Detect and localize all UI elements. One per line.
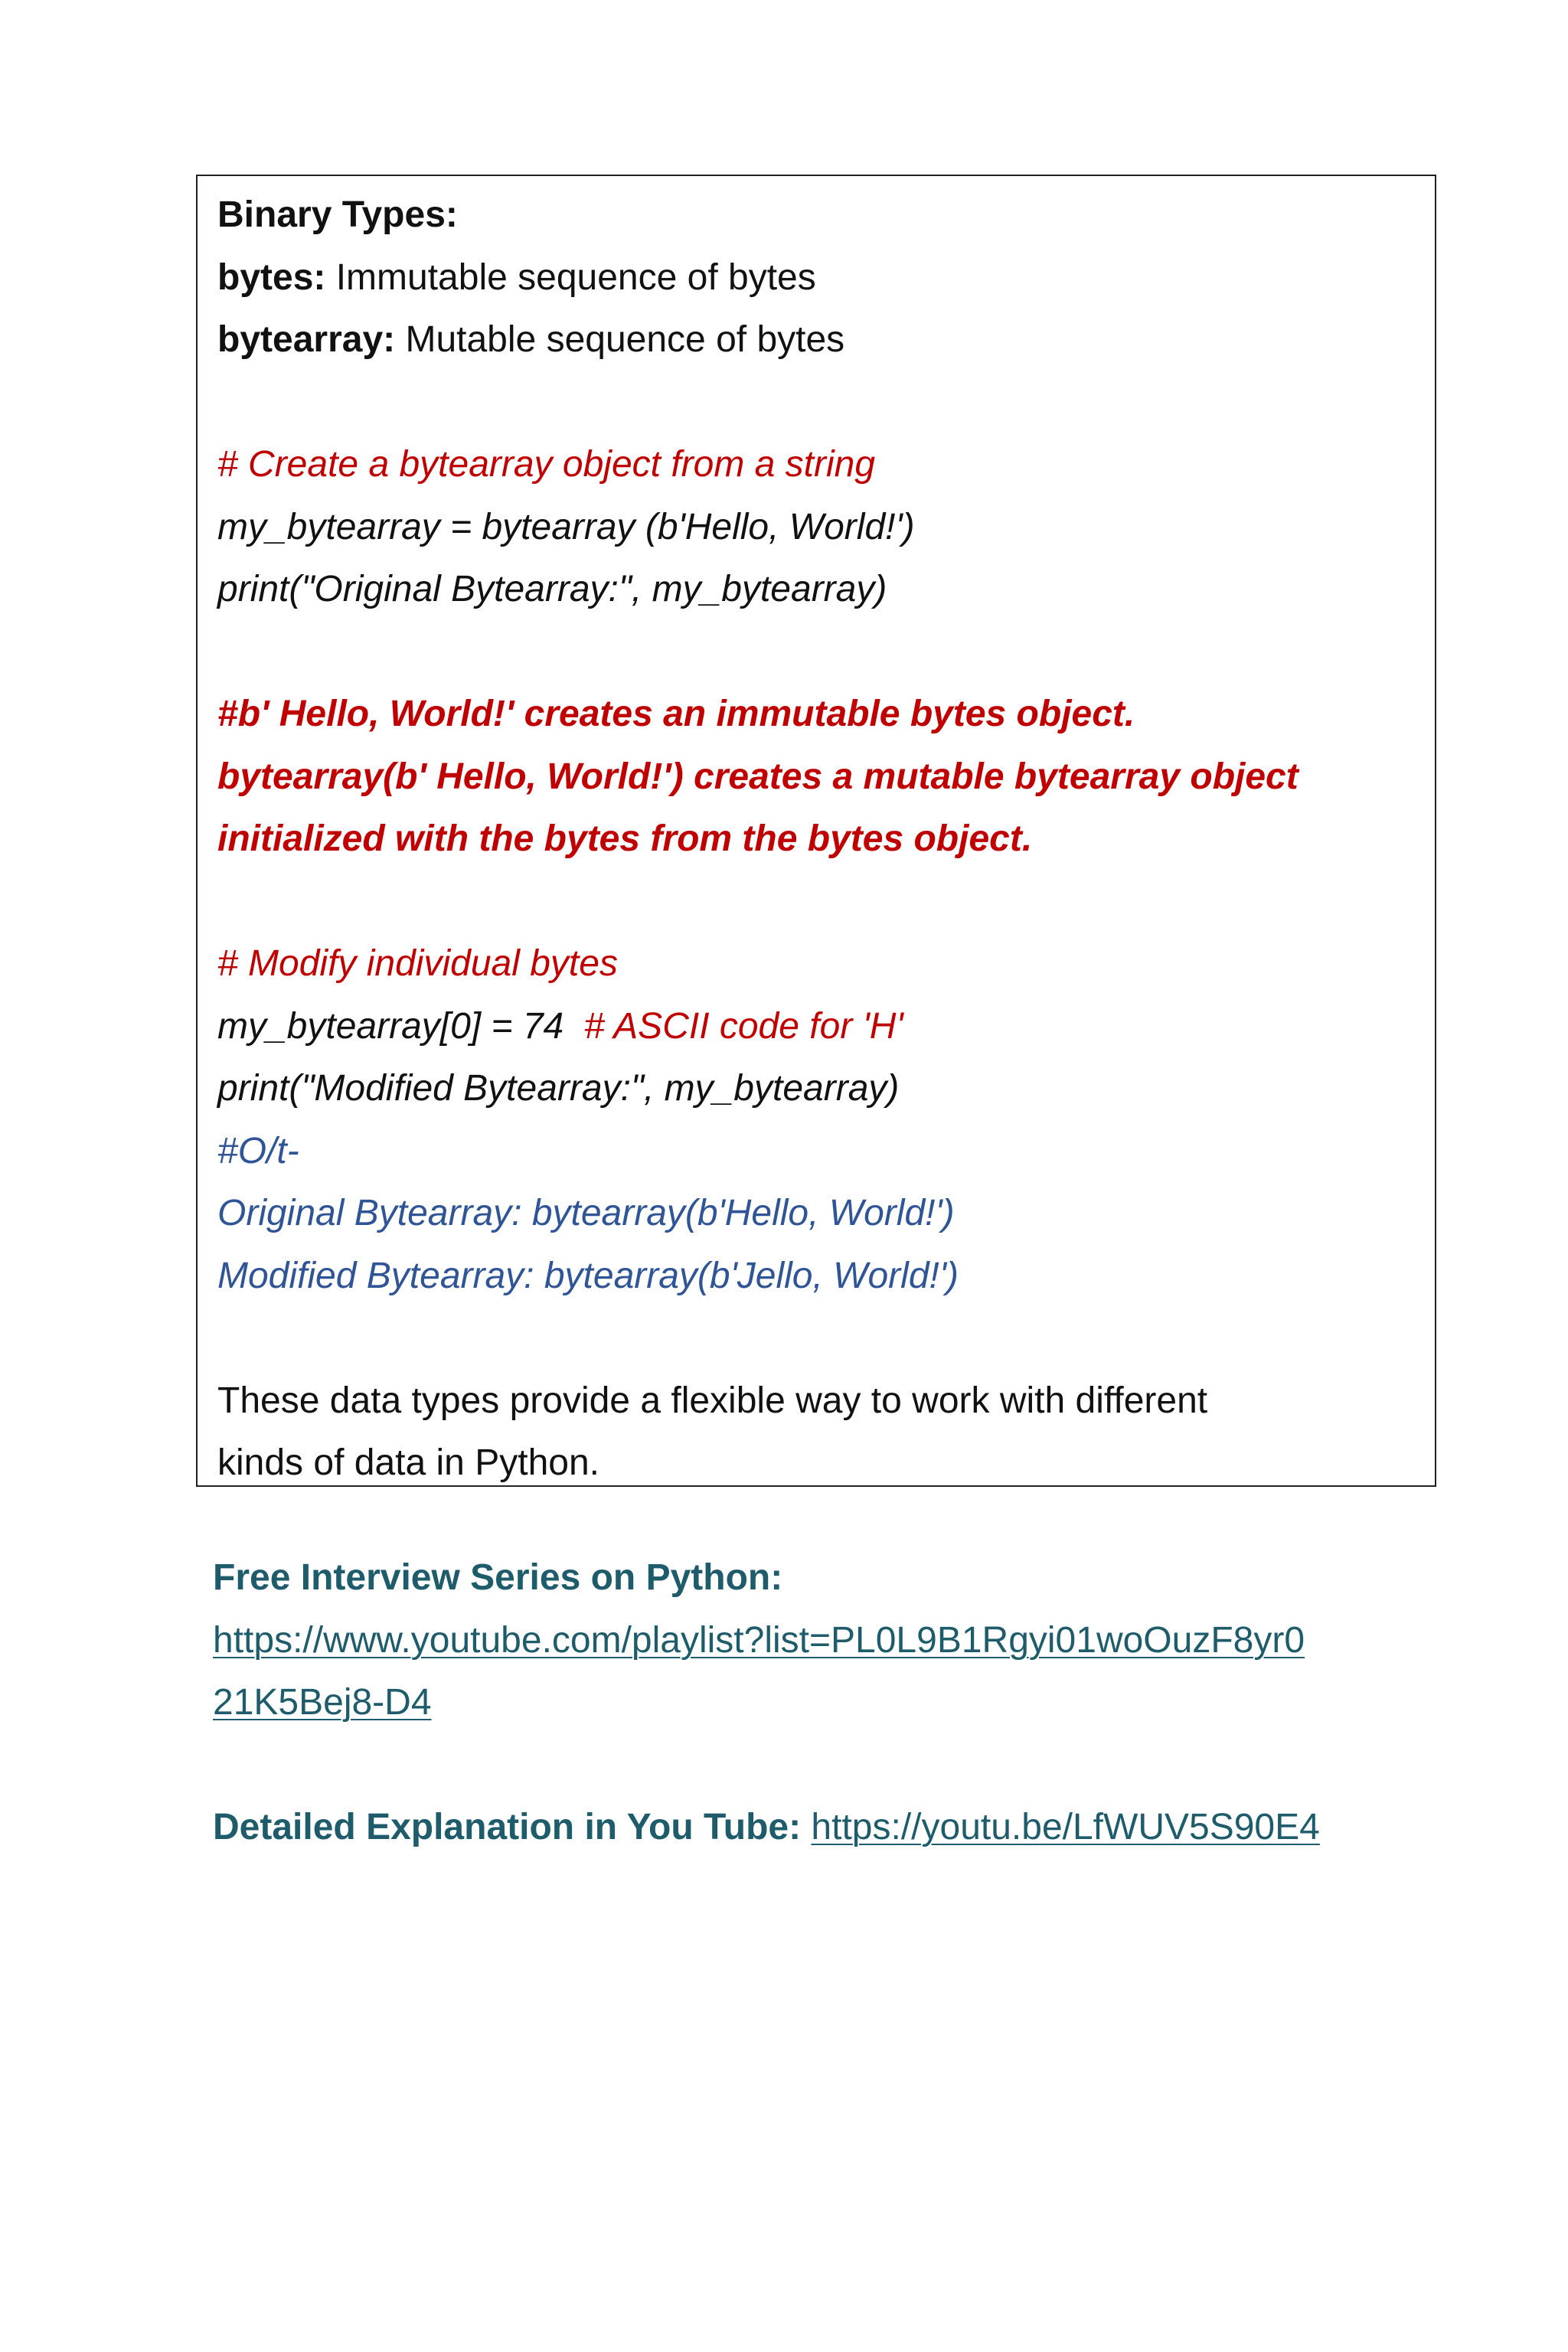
note-line-2: bytearray(b' Hello, World!') creates a mutable bytearray object	[217, 756, 1298, 797]
code-comment-modify: # Modify individual bytes	[217, 943, 618, 984]
explain-link[interactable]: https://youtu.be/LfWUV5S90E4	[811, 1807, 1320, 1847]
section-heading: Binary Types:	[217, 194, 458, 235]
output-line-original: Original Bytearray: bytearray(b'Hello, World!')	[217, 1193, 955, 1233]
summary-line-2: kinds of data in Python.	[217, 1442, 599, 1483]
blank-line	[217, 1307, 1416, 1370]
series-url-line-2	[213, 1671, 1453, 1734]
code-line-print-modified: print("Modified Bytearray:", my_bytearray)	[217, 1068, 900, 1109]
term-bytes: bytes:	[217, 256, 326, 298]
code-comment-create: # Create a bytearray object from a string	[217, 444, 876, 485]
series-label: Free Interview Series on Python:	[213, 1557, 783, 1598]
code-line-print-original: print("Original Bytearray:", my_bytearray)	[217, 569, 887, 609]
blank-line	[217, 871, 1416, 933]
desc-bytearray: Mutable sequence of bytes	[395, 319, 845, 360]
explain-line	[213, 1796, 1453, 1859]
desc-bytes: Immutable sequence of bytes	[325, 256, 816, 298]
term-bytearray: bytearray:	[217, 319, 396, 360]
series-link-continued[interactable]: 21K5Bej8-D4	[213, 1682, 432, 1723]
assign-code: my_bytearray[0] = 74	[217, 1005, 584, 1047]
summary-line-1: These data types provide a flexible way to work with different	[217, 1380, 1208, 1421]
output-label: #O/t-	[217, 1130, 299, 1171]
definition-bytes	[217, 247, 1416, 309]
assign-comment: # ASCII code for 'H'	[583, 1005, 903, 1047]
definition-bytearray	[217, 309, 1416, 371]
footer-links	[213, 1547, 1453, 1859]
note-line-1: #b' Hello, World!' creates an immutable bytes object.	[217, 694, 1135, 734]
output-line-modified: Modified Bytearray: bytearray(b'Jello, World!')	[217, 1255, 959, 1296]
blank-line	[217, 621, 1416, 684]
series-link[interactable]: https://www.youtube.com/playlist?list=PL0L9B1Rgyi01woOuzF8yr0	[213, 1619, 1305, 1661]
series-url-line-1	[213, 1609, 1453, 1672]
content-box	[196, 175, 1436, 1487]
code-line-assign	[217, 995, 1416, 1058]
blank-line	[217, 371, 1416, 434]
code-line-create: my_bytearray = bytearray (b'Hello, World!')	[217, 506, 915, 547]
explain-label: Detailed Explanation in You Tube:	[213, 1807, 802, 1847]
note-line-3: initialized with the bytes from the bytes object.	[217, 818, 1033, 859]
blank-line	[213, 1734, 1453, 1797]
